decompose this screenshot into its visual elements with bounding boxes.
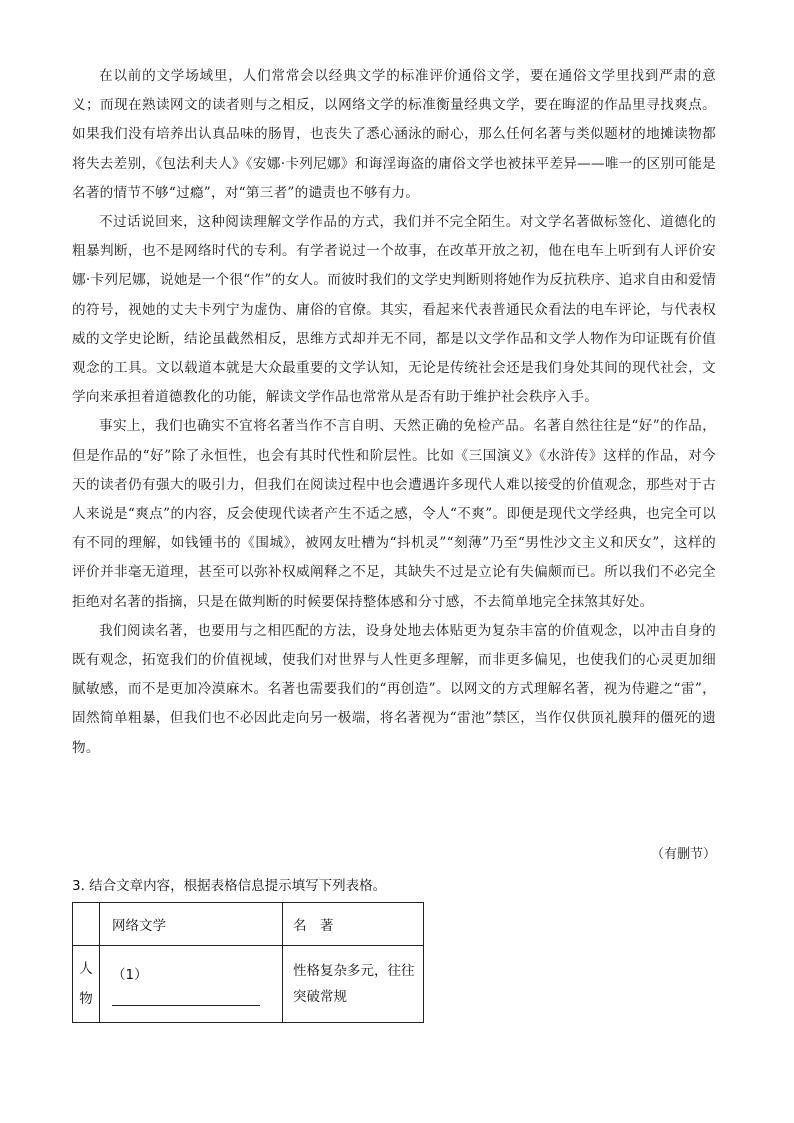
paragraph-2: 不过话说回来，这种阅读理解文学作品的方式，我们并不完全陌生。对文学名著做标签化、道德化的粗暴判断，也不是网络时代的专利。有学者说过一个故事，在改革开放之初，他在电车上听到有人评价安娜·卡列尼娜，说她是一个很“作”的女人。而彼时我们的文学史判断则将她作为反抗秩序、追求自由和爱情的符号，视她的丈夫卡列宁为虚伪、庸俗的官僚。其实，看起来代表普通民众看法的电车评论，与代表权威的文学史论断，结论虽截然相反，思维方式却并无不同，都是以文学作品和文学人物作为印证既有价值观念的工具。文以载道本就是大众最重要的文学认知，无论是传统社会还是我们身处其间的现代社会，文学向来承担着道德教化的功能，解读文学作品也常常从是否有助于维护社会秩序入手。	[72, 214, 716, 406]
header-classics: 名 著	[283, 903, 424, 946]
row-label-char-2: 物	[79, 991, 93, 1007]
answer-blank-line[interactable]	[112, 991, 260, 1006]
row-label-characters	[73, 946, 100, 1023]
blank-cell[interactable]	[100, 946, 283, 1023]
answer-table	[72, 902, 424, 1023]
header-web-literature: 网络文学	[100, 903, 283, 946]
classics-answer-cell	[283, 946, 424, 1023]
paragraph-4: 我们阅读名著，也要用与之相匹配的方法，设身处地去体贴更为复杂丰富的价值观念，以冲击自身的既有观念，拓宽我们的价值视域，使我们对世界与人性更多理解，而非更多偏见，也使我们的心灵更加细腻敏感，而不是更加冷漠麻木。名著也需要我们的“再创造”。以网文的方式理解名著，视为侍避之“雷”，固然简单粗暴，但我们也不必因此走向另一极端，将名著视为“雷池”禁区，当作仅供顶礼膜拜的僵死的遗物。	[72, 622, 716, 756]
abridged-note: （有删节）	[650, 847, 716, 862]
blank-number: （1）	[112, 966, 148, 983]
row-label-char-1: 人	[79, 961, 93, 977]
table-row-characters	[73, 946, 424, 1023]
table-corner-cell	[73, 903, 100, 946]
article-body	[72, 62, 716, 763]
question-3-prompt: 3. 结合文章内容，根据表格信息提示填写下列表格。	[72, 878, 387, 894]
paragraph-3: 事实上，我们也确实不宜将名著当作不言自明、天然正确的免检产品。名著自然往往是“好”的作品，但是作品的“好”除了永恒性，也会有其时代性和阶层性。比如《三国演义》《水浒传》这样的作品，对今天的读者仍有强大的吸引力，但我们在阅读过程中也会遭遇许多现代人难以接受的价值观念，那些对于古人来说是“爽点”的内容，反会使现代读者产生不适之感，令人“不爽”。即便是现代文学经典，也完全可以有不同的理解，如钱锺书的《围城》，被网友吐槽为“抖机灵”“刻薄”乃至“男性沙文主义和厌女”，这样的评价并非毫无道理，甚至可以弥补权威阐释之不足，其缺失不过是立论有失偏颇而已。所以我们不必完全拒绝对名著的指摘，只是在做判断的时候要保持整体感和分寸感，不去简单地完全抹煞其好处。	[72, 418, 716, 610]
paragraph-1: 在以前的文学场域里，人们常常会以经典文学的标准评价通俗文学，要在通俗文学里找到严肃的意义；而现在熟读网文的读者则与之相反，以网络文学的标准衡量经典文学，要在晦涩的作品里寻找爽点。如果我们没有培养出认真品味的肠胃，也丧失了悉心涵泳的耐心，那么任何名著与类似题材的地摊读物都将失去差别，《包法利夫人》《安娜·卡列尼娜》和诲淫诲盗的庸俗文学也被抹平差异——唯一的区别可能是名著的情节不够“过瘾”，对“第三者”的谴责也不够有力。	[72, 68, 716, 201]
classics-character-answer: 性格复杂多元，往往突破常规	[293, 963, 415, 1005]
table-header-row	[73, 903, 424, 946]
